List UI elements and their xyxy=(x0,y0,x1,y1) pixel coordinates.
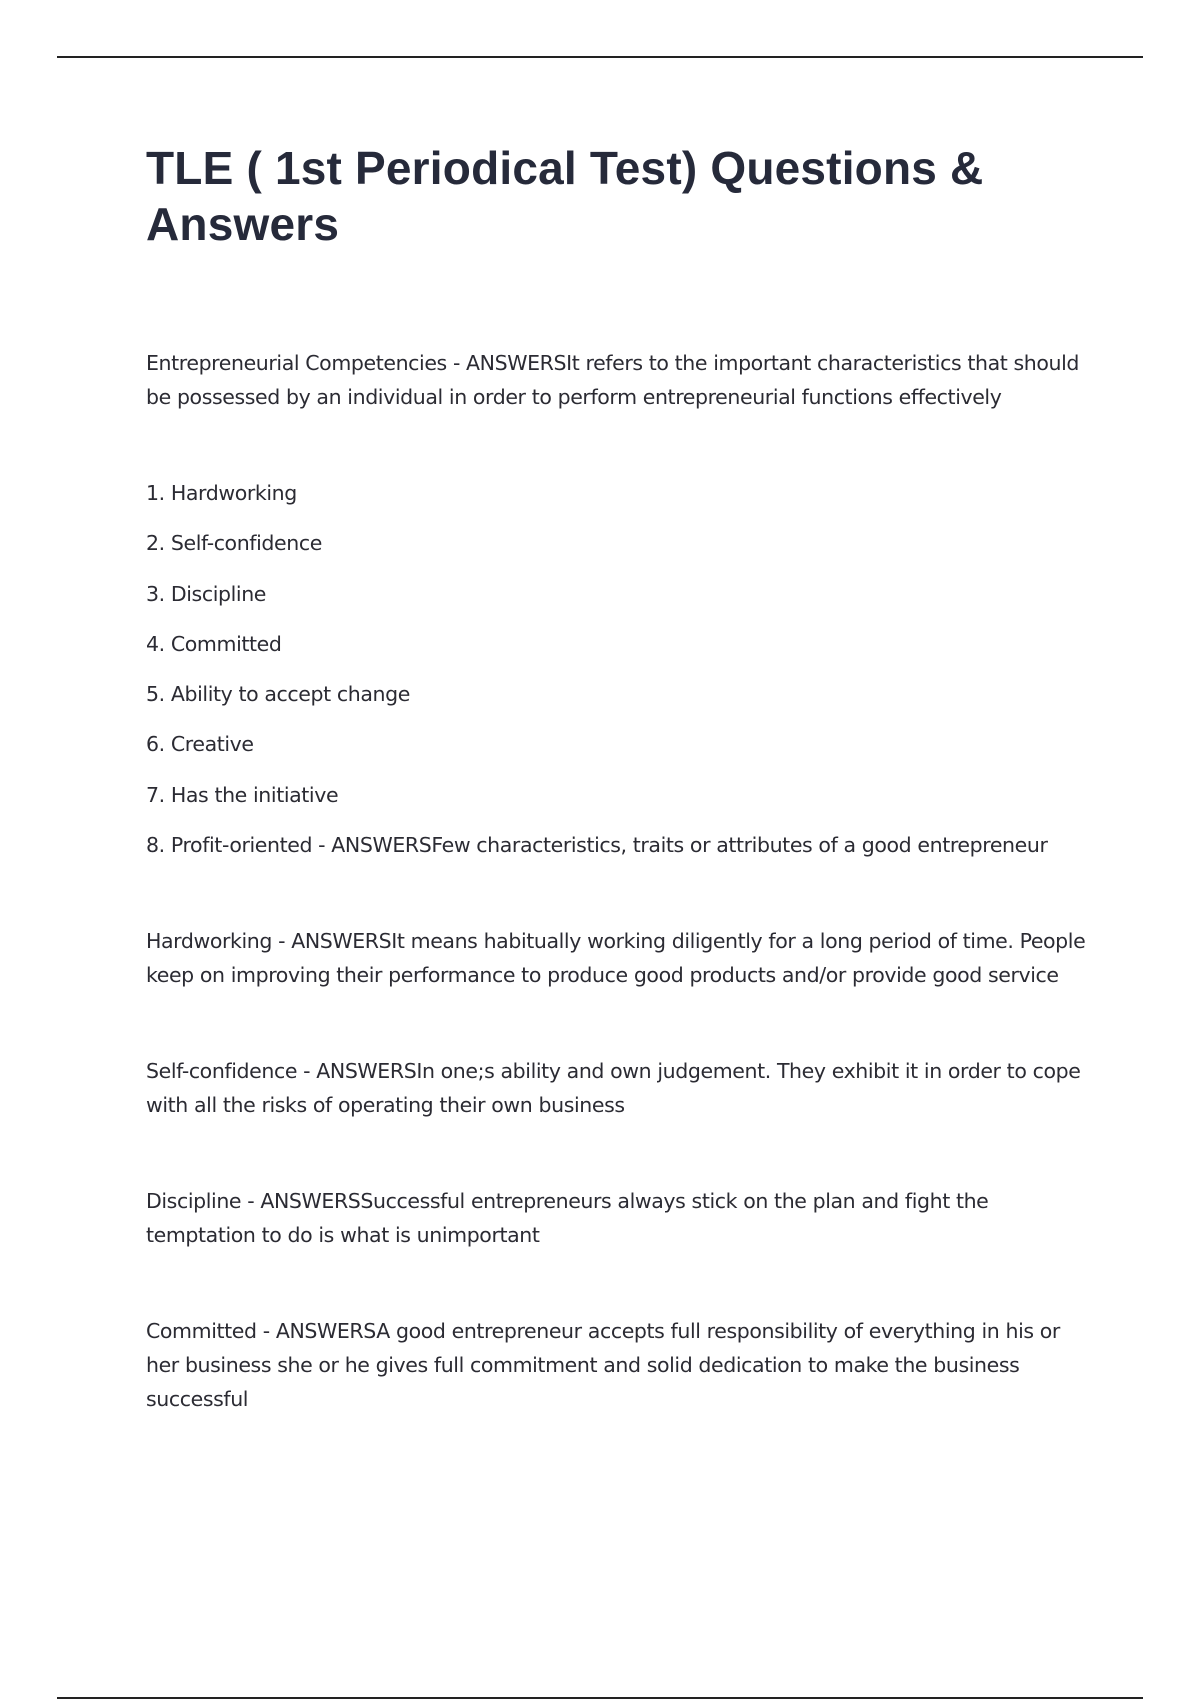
bottom-divider xyxy=(57,1697,1143,1699)
list-item: 5. Ability to accept change xyxy=(146,682,410,707)
intro-paragraph: Entrepreneurial Competencies - ANSWERSIt refers to the important characteristics that should be possessed by an individual in order to perform entrepreneurial functions effectively xyxy=(146,351,1080,409)
entry-hardworking: Hardworking - ANSWERSIt means habitually working diligently for a long period of time. People keep on improving their performance to produce good products and/or provide good service xyxy=(146,929,1086,988)
list-item: 3. Discipline xyxy=(146,581,267,606)
list-item: 6. Creative xyxy=(146,732,254,757)
list-item: 4. Committed xyxy=(146,631,282,656)
entry-committed: Committed - ANSWERSA good entrepreneur accepts full responsibility of everything in his or her business she or he gives full commitment and solid dedication to make the business successful xyxy=(146,1319,1060,1412)
top-divider xyxy=(57,56,1143,58)
document-text xyxy=(146,346,1096,1416)
list-item: 8. Profit-oriented - ANSWERSFew characteristics, traits or attributes of a good entrepreneur xyxy=(146,833,1048,858)
list-item: 2. Self-confidence xyxy=(146,531,322,556)
list-item: 7. Has the initiative xyxy=(146,782,339,807)
list-item: 1. Hardworking xyxy=(146,481,297,505)
document-body xyxy=(146,140,1096,1416)
traits-list xyxy=(146,476,1096,862)
page-title: TLE ( 1st Periodical Test) Questions & Answers xyxy=(146,142,984,250)
entry-discipline: Discipline - ANSWERSSuccessful entrepreneurs always stick on the plan and fight the temptation to do is what is unimportant xyxy=(146,1189,989,1248)
entry-self-confidence: Self-confidence - ANSWERSIn one;s ability and own judgement. They exhibit it in order to cope with all the risks of operating their own business xyxy=(146,1059,1081,1118)
